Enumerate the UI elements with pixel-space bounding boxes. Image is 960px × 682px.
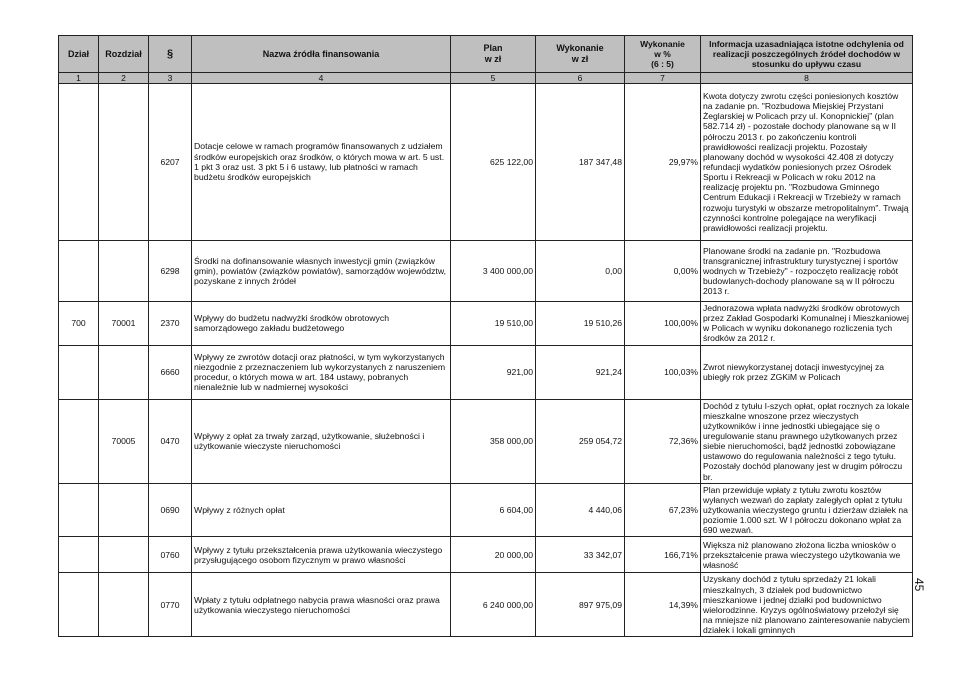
cell-info: Jednorazowa wpłata nadwyżki środków obrotowych przez Zakład Gospodarki Komunalnej i Mieszkaniowej w Policach w wyniku dokonanego rozliczenia tych środków za 2012 r. — [701, 302, 913, 346]
header-wykonanie: Wykonanie w zł — [536, 36, 625, 73]
cell-plan: 19 510,00 — [451, 302, 536, 346]
cell-pct: 166,71% — [625, 537, 701, 573]
cell-info: Dochód z tytułu I-szych opłat, opłat rocznych za lokale mieszkalne wnoszone przez wieczystych użytkowników i inne jednostki ubiegające się o uregulowanie stanu prawnego użytkowanych przez siebie nieruchomości, bądź jednostki zobowiązane ustawowo do regulowania należności z tego tytułu. Pozostały dochód planowany jest w drugim półroczu br. — [701, 399, 913, 483]
page-number: 45 — [912, 578, 926, 592]
cell-info: Większa niż planowano złożona liczba wniosków o przekształcenie prawa wieczystego użytkowania we własność — [701, 537, 913, 573]
cell-wykonanie: 19 510,26 — [536, 302, 625, 346]
table-row — [59, 483, 913, 537]
cell-wykonanie: 897 975,09 — [536, 573, 625, 637]
header-nazwa: Nazwa źródła finansowania — [192, 36, 451, 73]
colnum: 1 — [59, 73, 99, 84]
cell-info: Plan przewiduje wpłaty z tytułu zwrotu kosztów wyłanych wezwań do zapłaty zaległych opłat z tytułu użytkowania wieczystego gruntu i dzierżaw działek na poziomie 1.000 szt. W I półroczu dokonano wpłat za 690 wezwań. — [701, 483, 913, 537]
cell-nazwa: Wpływy z opłat za trwały zarząd, użytkowanie, służebności i użytkowanie wieczyste nieruchomości — [192, 399, 451, 483]
cell-pct: 0,00% — [625, 241, 701, 302]
cell-rozdzial — [99, 241, 149, 302]
cell-rozdzial — [99, 537, 149, 573]
colnum: 6 — [536, 73, 625, 84]
cell-nazwa: Wpływy ze zwrotów dotacji oraz płatności, w tym wykorzystanych niezgodnie z przeznaczeniem lub wykorzystanych z naruszeniem procedur, o których mowa w art. 184 ustawy, pobranych nienależnie lub w nadmiernej wysokości — [192, 345, 451, 399]
cell-paragraf: 6298 — [149, 241, 192, 302]
header-row — [59, 36, 913, 73]
cell-wykonanie: 259 054,72 — [536, 399, 625, 483]
cell-pct: 100,03% — [625, 345, 701, 399]
colnum: 5 — [451, 73, 536, 84]
cell-plan: 6 240 000,00 — [451, 573, 536, 637]
table-row — [59, 537, 913, 573]
table-row — [59, 84, 913, 241]
cell-plan: 358 000,00 — [451, 399, 536, 483]
cell-dzial: 700 — [59, 302, 99, 346]
cell-dzial — [59, 345, 99, 399]
table-row — [59, 241, 913, 302]
cell-paragraf: 0470 — [149, 399, 192, 483]
cell-paragraf: 0760 — [149, 537, 192, 573]
cell-pct: 67,23% — [625, 483, 701, 537]
cell-info: Kwota dotyczy zwrotu części poniesionych kosztów na zadanie pn. "Rozbudowa Miejskiej Przystani Żeglarskiej w Policach przy ul. Konopnickiej" (plan 582.714 zł) - pozostałe dochody planowane są w II półroczu 2013 r. po zakończeniu kontroli prawidłowości realizacji projektu. Pozostały planowany dochód w wysokości 42.408 zł dotyczy refundacji wydatków poniesionych przez Ośrodek Sportu i Rekreacji w Policach w roku 2012 na realizację projektu pn. "Rozbudowa Gminnego Centrum Edukacji i Rekreacji w Trzebieży w ramach rozwoju turystyki w obszarze metropolitalnym". Trwają czynności kontrolne polegające na weryfikacji prawidłowości realizacji projektu. — [701, 84, 913, 241]
cell-nazwa: Dotacje celowe w ramach programów finansowanych z udziałem środków europejskich oraz środków, o których mowa w art. 5 ust. 1 pkt 3 oraz ust. 3 pkt 5 i 6 ustawy, lub płatności w ramach budżetu środków europejskich — [192, 84, 451, 241]
cell-plan: 921,00 — [451, 345, 536, 399]
header-paragraf: § — [149, 36, 192, 73]
cell-dzial — [59, 84, 99, 241]
colnum: 2 — [99, 73, 149, 84]
cell-nazwa: Wpływy z różnych opłat — [192, 483, 451, 537]
cell-plan: 6 604,00 — [451, 483, 536, 537]
cell-wykonanie: 187 347,48 — [536, 84, 625, 241]
cell-dzial — [59, 241, 99, 302]
cell-rozdzial — [99, 84, 149, 241]
cell-paragraf: 0770 — [149, 573, 192, 637]
table-row — [59, 345, 913, 399]
cell-nazwa: Wpływy z tytułu przekształcenia prawa użytkowania wieczystego przysługującego osobom fizycznym w prawo własności — [192, 537, 451, 573]
cell-nazwa: Wpłaty z tytułu odpłatnego nabycia prawa własności oraz prawa użytkowania wieczystego nieruchomości — [192, 573, 451, 637]
cell-rozdzial: 70001 — [99, 302, 149, 346]
table-row — [59, 573, 913, 637]
cell-wykonanie: 4 440,06 — [536, 483, 625, 537]
cell-pct: 14,39% — [625, 573, 701, 637]
colnum: 8 — [701, 73, 913, 84]
cell-plan: 20 000,00 — [451, 537, 536, 573]
table-row — [59, 302, 913, 346]
cell-wykonanie: 921,24 — [536, 345, 625, 399]
colnum: 7 — [625, 73, 701, 84]
cell-wykonanie: 0,00 — [536, 241, 625, 302]
cell-dzial — [59, 399, 99, 483]
cell-plan: 3 400 000,00 — [451, 241, 536, 302]
cell-paragraf: 6660 — [149, 345, 192, 399]
cell-pct: 100,00% — [625, 302, 701, 346]
colnum: 3 — [149, 73, 192, 84]
cell-paragraf: 6207 — [149, 84, 192, 241]
cell-info: Uzyskany dochód z tytułu sprzedaży 21 lokali mieszkalnych, 3 działek pod budownictwo mieszkaniowe i jednej działki pod budownictwo wielorodzinne. Kryzys ogólnoświatowy przełożył się na mniejsze niż planowano zainteresowanie nabyciem działek i lokali gminnych — [701, 573, 913, 637]
header-informacja: Informacja uzasadniająca istotne odchylenia od realizacji poszczególnych źródeł dochodów w stosunku do upływu czasu — [701, 36, 913, 73]
header-plan: Plan w zł — [451, 36, 536, 73]
cell-pct: 72,36% — [625, 399, 701, 483]
cell-dzial — [59, 573, 99, 637]
cell-dzial — [59, 483, 99, 537]
colnum: 4 — [192, 73, 451, 84]
header-rozdzial: Rozdział — [99, 36, 149, 73]
cell-paragraf: 0690 — [149, 483, 192, 537]
cell-nazwa: Wpływy do budżetu nadwyżki środków obrotowych samorządowego zakładu budżetowego — [192, 302, 451, 346]
cell-wykonanie: 33 342,07 — [536, 537, 625, 573]
cell-rozdzial — [99, 345, 149, 399]
cell-nazwa: Środki na dofinansowanie własnych inwestycji gmin (związków gmin), powiatów (związków powiatów), samorządów województw, pozyskane z innych źródeł — [192, 241, 451, 302]
cell-rozdzial — [99, 483, 149, 537]
column-numbers-row — [59, 73, 913, 84]
table-row — [59, 399, 913, 483]
header-dzial: Dział — [59, 36, 99, 73]
cell-plan: 625 122,00 — [451, 84, 536, 241]
budget-table — [58, 35, 913, 637]
cell-rozdzial — [99, 573, 149, 637]
cell-rozdzial: 70005 — [99, 399, 149, 483]
cell-info: Zwrot niewykorzystanej dotacji inwestycyjnej za ubiegły rok przez ZGKiM w Policach — [701, 345, 913, 399]
cell-pct: 29,97% — [625, 84, 701, 241]
cell-info: Planowane środki na zadanie pn. "Rozbudowa transgranicznej infrastruktury turystycznej i sportów wodnych w Trzebieży" - rozpoczęto realizację robót budowlanych-dochody planowane są w II półroczu 2013 r. — [701, 241, 913, 302]
header-wykonanie-pct: Wykonanie w % (6 : 5) — [625, 36, 701, 73]
cell-dzial — [59, 537, 99, 573]
cell-paragraf: 2370 — [149, 302, 192, 346]
